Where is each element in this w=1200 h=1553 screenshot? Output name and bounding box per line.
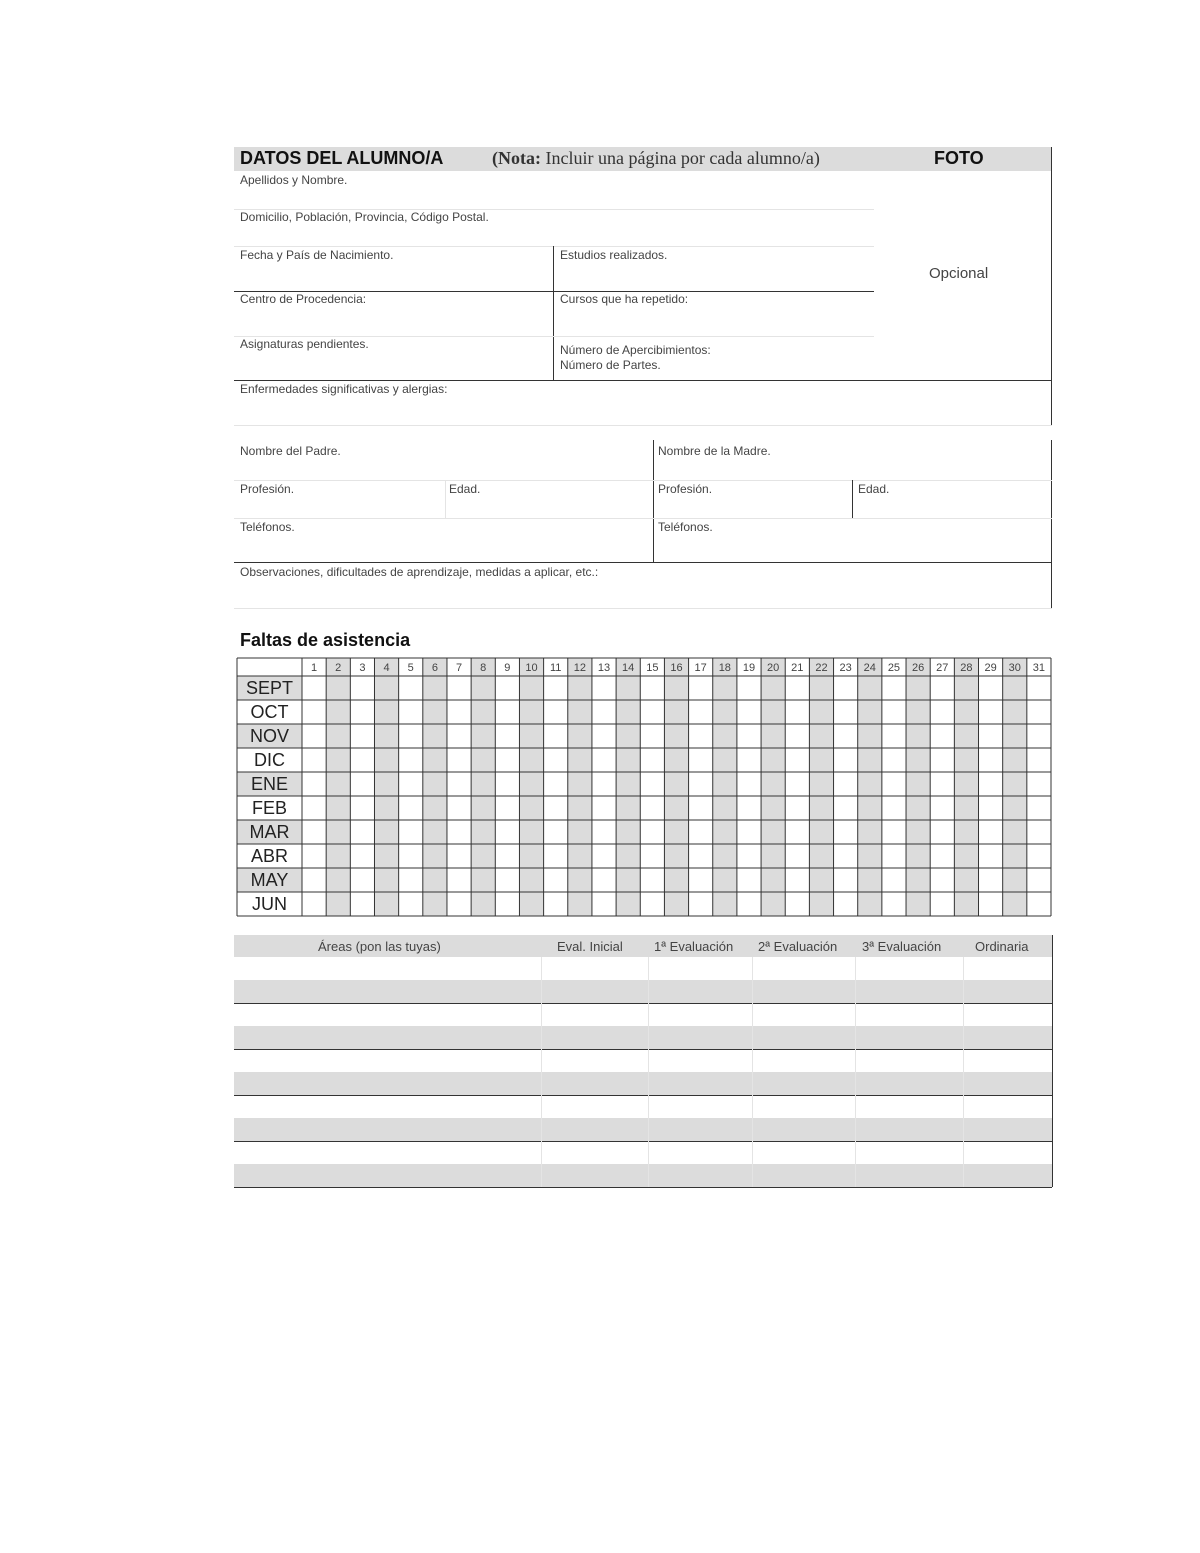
grades-row-line	[234, 1187, 1052, 1188]
grades-header-eval2: 2ª Evaluación	[758, 939, 838, 954]
day-label: 8	[480, 662, 487, 674]
day-column-shade	[471, 658, 495, 916]
fecha-pais-field[interactable]: Fecha y País de Nacimiento.	[240, 248, 394, 262]
grades-header-ordinaria: Ordinaria	[975, 939, 1029, 954]
day-label: 16	[670, 662, 683, 674]
photo-optional-label: Opcional	[929, 265, 989, 282]
day-column-shade	[423, 658, 447, 916]
grades-row-shade	[234, 1026, 1052, 1049]
grades-row-shade	[234, 1072, 1052, 1095]
attendance-title: Faltas de asistencia	[240, 630, 411, 650]
day-label: 5	[407, 662, 414, 674]
month-label: SEPT	[245, 678, 294, 698]
cursos-field[interactable]: Cursos que ha repetido:	[560, 292, 689, 306]
partes-field[interactable]: Número de Partes.	[560, 358, 661, 372]
form-title: DATOS DEL ALUMNO/A	[240, 148, 444, 168]
month-label: ABR	[250, 846, 289, 866]
observaciones-field[interactable]: Observaciones, dificultades de aprendizaje, medidas a aplicar, etc.:	[240, 565, 599, 579]
day-column-shade	[954, 658, 978, 916]
note-label: (Nota:	[492, 148, 541, 168]
day-label: 23	[839, 662, 852, 674]
day-column-shade	[906, 658, 930, 916]
day-label: 25	[887, 662, 901, 674]
month-label: FEB	[251, 798, 288, 818]
grades-column-line	[541, 957, 542, 1187]
day-column-shade	[326, 658, 350, 916]
month-label: OCT	[250, 702, 289, 722]
day-column-shade	[664, 658, 688, 916]
day-column-shade	[1003, 658, 1027, 916]
grades-column-line	[855, 957, 856, 1187]
day-label: 1	[311, 662, 318, 674]
month-label: MAY	[250, 870, 289, 890]
day-label: 29	[984, 662, 997, 674]
grades-row-shade	[234, 1164, 1052, 1187]
grades-column-line	[752, 957, 753, 1187]
day-label: 12	[573, 662, 586, 674]
grades-row-line	[234, 1141, 1052, 1142]
day-label: 27	[936, 662, 949, 674]
day-label: 6	[431, 662, 438, 674]
grades-row-line	[234, 1003, 1052, 1004]
edad-madre-field[interactable]: Edad.	[858, 482, 890, 496]
grades-right-edge	[1052, 935, 1053, 1187]
day-label: 14	[622, 662, 635, 674]
centro-field[interactable]: Centro de Procedencia:	[240, 292, 367, 306]
photo-label: FOTO	[934, 148, 984, 168]
day-label: 10	[525, 662, 538, 674]
domicilio-field[interactable]: Domicilio, Población, Provincia, Código Postal.	[240, 210, 489, 224]
day-column-shade	[809, 658, 833, 916]
telefonos-padre-field[interactable]: Teléfonos.	[240, 520, 295, 534]
month-label: DIC	[254, 750, 285, 770]
month-label: MAR	[249, 822, 290, 842]
month-label: ENE	[250, 774, 289, 794]
madre-field[interactable]: Nombre de la Madre.	[658, 444, 771, 458]
asignaturas-field[interactable]: Asignaturas pendientes.	[240, 337, 369, 351]
day-label: 24	[863, 662, 876, 674]
day-column-shade	[713, 658, 737, 916]
day-label: 20	[767, 662, 780, 674]
day-column-shade	[616, 658, 640, 916]
day-column-shade	[858, 658, 882, 916]
month-label: NOV	[249, 726, 290, 746]
month-label: JUN	[252, 894, 287, 914]
day-label: 15	[646, 662, 659, 674]
padre-field[interactable]: Nombre del Padre.	[240, 444, 341, 458]
day-label: 30	[1008, 662, 1021, 674]
day-column-shade	[761, 658, 785, 916]
grades-header-eval3: 3ª Evaluación	[862, 939, 942, 954]
day-label: 26	[911, 662, 925, 674]
grades-row-shade	[234, 980, 1052, 1003]
edad-padre-field[interactable]: Edad.	[449, 482, 481, 496]
enfermedades-field[interactable]: Enfermedades significativas y alergias:	[240, 382, 448, 396]
telefonos-madre-field[interactable]: Teléfonos.	[658, 520, 713, 534]
day-label: 9	[504, 662, 511, 674]
day-label: 28	[960, 662, 973, 674]
grades-row-line	[234, 1095, 1052, 1096]
estudios-field[interactable]: Estudios realizados.	[560, 248, 668, 262]
grades-header-areas: Áreas (pon las tuyas)	[318, 939, 441, 954]
grades-column-line	[648, 957, 649, 1187]
profesion-madre-field[interactable]: Profesión.	[658, 482, 713, 496]
day-column-shade	[519, 658, 543, 916]
day-label: 19	[742, 662, 756, 674]
apellidos-field[interactable]: Apellidos y Nombre.	[240, 173, 348, 187]
day-label: 17	[694, 662, 707, 674]
day-label: 31	[1032, 662, 1046, 674]
day-label: 22	[815, 662, 828, 674]
grades-column-line	[963, 957, 964, 1187]
grades-header-inicial: Eval. Inicial	[557, 939, 623, 954]
profesion-padre-field[interactable]: Profesión.	[240, 482, 295, 496]
day-label: 4	[383, 662, 390, 674]
day-label: 11	[549, 662, 562, 674]
day-label: 13	[597, 662, 611, 674]
note-text: Incluir una página por cada alumno/a)	[540, 148, 820, 168]
day-column-shade	[568, 658, 592, 916]
apercibimientos-field[interactable]: Número de Apercibimientos:	[560, 343, 711, 357]
grades-row-shade	[234, 1118, 1052, 1141]
day-label: 7	[455, 662, 463, 674]
grades-header-eval1: 1ª Evaluación	[654, 939, 734, 954]
grades-row-line	[234, 1049, 1052, 1050]
day-label: 2	[335, 662, 342, 674]
day-label: 3	[359, 662, 366, 674]
day-label: 18	[718, 662, 731, 674]
day-label: 21	[791, 662, 804, 674]
day-column-shade	[374, 658, 398, 916]
